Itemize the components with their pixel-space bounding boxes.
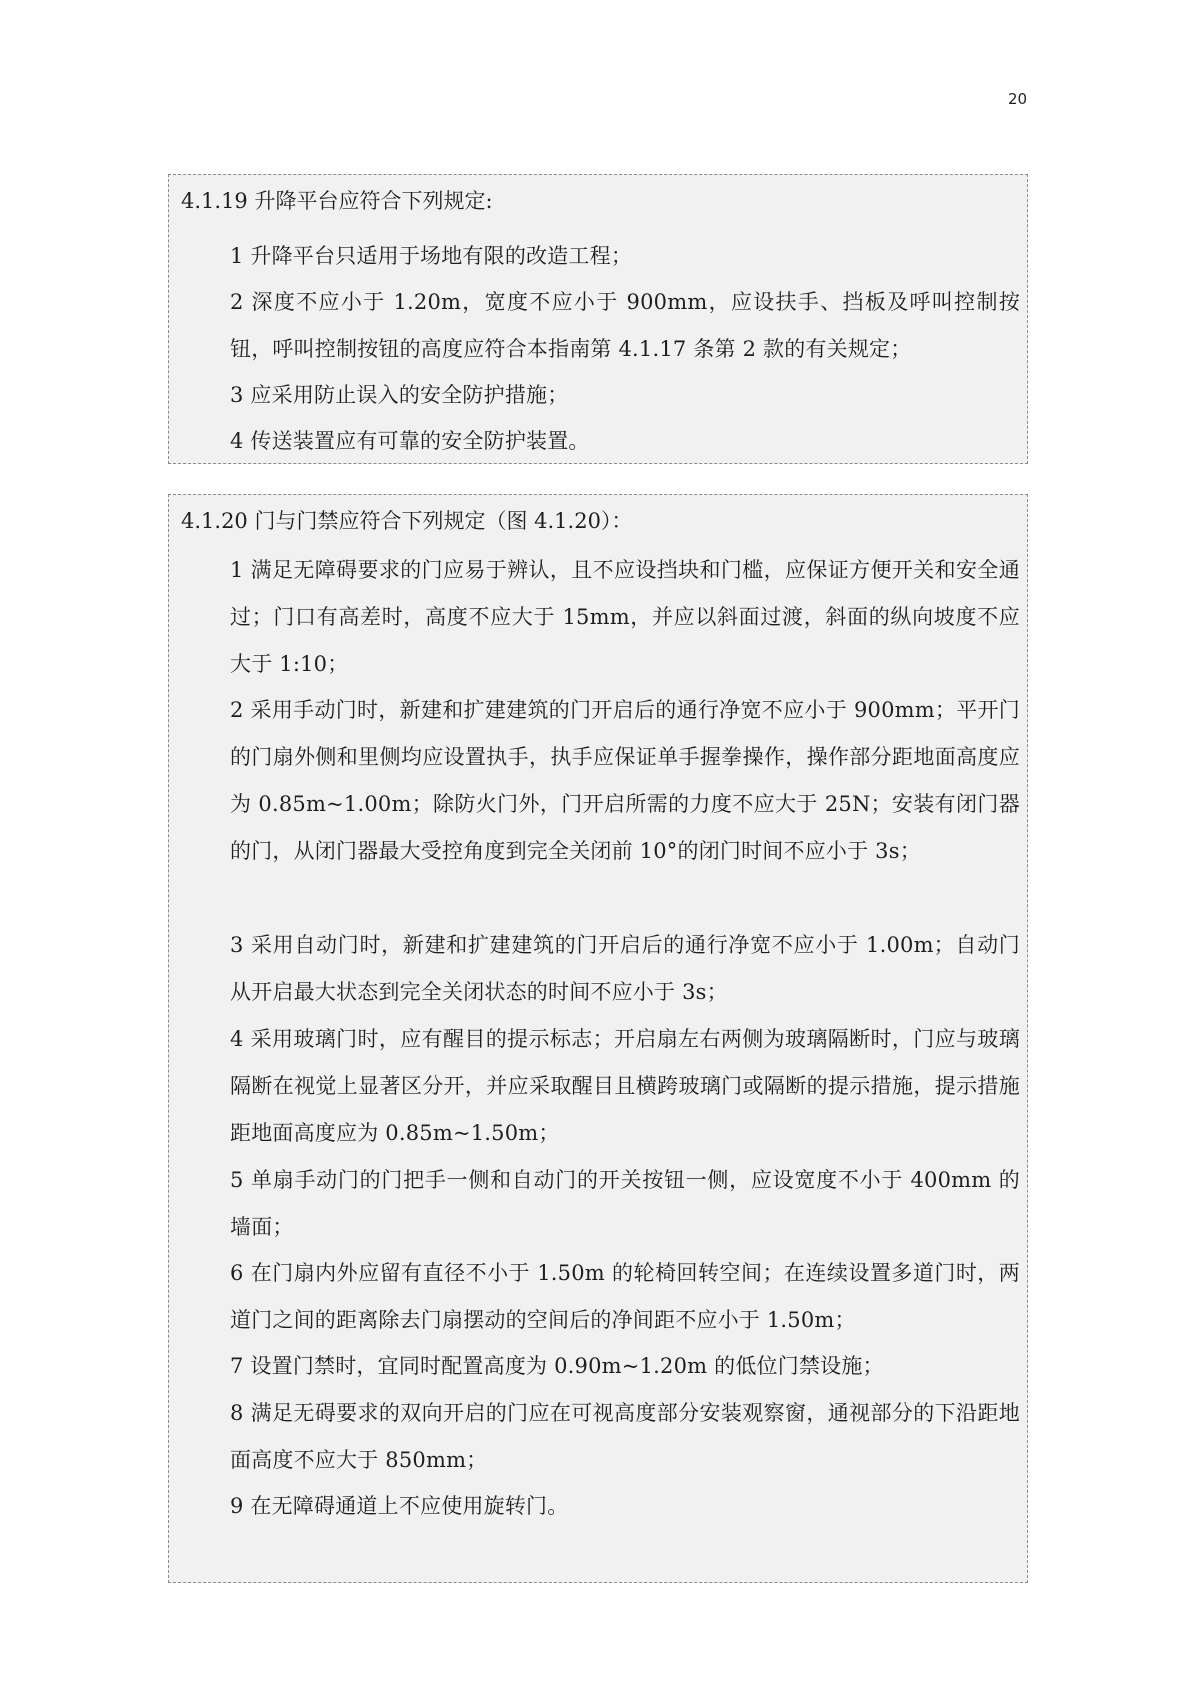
provision-heading: 4.1.19 升降平台应符合下列规定: (181, 189, 493, 213)
provision-item: 5 单扇手动门的门把手一侧和自动门的开关按钮一侧，应设宽度不小于 400mm 的墙面； (230, 1168, 1020, 1239)
provision-item: 4 采用玻璃门时，应有醒目的提示标志；开启扇左右两侧为玻璃隔断时，门应与玻璃隔断在视觉上显著区分开，并应采取醒目且横跨玻璃门或隔断的提示措施，提示措施距地面高度应为 0.85m~1.50m； (230, 1027, 1020, 1145)
provision-heading: 4.1.20 门与门禁应符合下列规定（图 4.1.20）： (181, 509, 633, 533)
provision-item: 4 传送装置应有可靠的安全防护装置。 (230, 429, 590, 453)
provision-box-4-1-20 (168, 494, 1028, 1583)
provision-item: 1 满足无障碍要求的门应易于辨认，且不应设挡块和门槛，应保证方便开关和安全通过；门口有高差时，高度不应大于 15mm，并应以斜面过渡，斜面的纵向坡度不应大于 1:10； (230, 558, 1020, 676)
provision-item: 8 满足无碍要求的双向开启的门应在可视高度部分安装观察窗，通视部分的下沿距地面高度不应大于 850mm； (230, 1401, 1020, 1472)
page-number: 20 (1008, 90, 1028, 108)
provision-item: 2 深度不应小于 1.20m，宽度不应小于 900mm，应设扶手、挡板及呼叫控制按钮，呼叫控制按钮的高度应符合本指南第 4.1.17 条第 2 款的有关规定； (230, 290, 1020, 361)
provision-box-4-1-19 (168, 174, 1028, 464)
provision-item: 1 升降平台只适用于场地有限的改造工程； (230, 244, 633, 268)
provision-item: 9 在无障碍通道上不应使用旋转门。 (230, 1494, 569, 1518)
provision-item: 2 采用手动门时，新建和扩建建筑的门开启后的通行净宽不应小于 900mm；平开门的门扇外侧和里侧均应设置执手，执手应保证单手握拳操作，操作部分距地面高度应为 0.85m~1.00m；除防火门外，门开启所需的力度不应大于 25N；安装有闭门器的门，从闭门器最大受控角度到完全关闭前 10°的闭门时间不应小于 3s； (230, 698, 1020, 863)
provision-item: 3 采用自动门时，新建和扩建建筑的门开启后的通行净宽不应小于 1.00m；自动门从开启最大状态到完全关闭状态的时间不应小于 3s； (230, 933, 1020, 1004)
provision-item: 3 应采用防止误入的安全防护措施； (230, 383, 569, 407)
provision-item: 6 在门扇内外应留有直径不小于 1.50m 的轮椅回转空间；在连续设置多道门时，两道门之间的距离除去门扇摆动的空间后的净间距不应小于 1.50m； (230, 1261, 1020, 1332)
provision-item: 7 设置门禁时，宜同时配置高度为 0.90m~1.20m 的低位门禁设施； (230, 1354, 884, 1378)
